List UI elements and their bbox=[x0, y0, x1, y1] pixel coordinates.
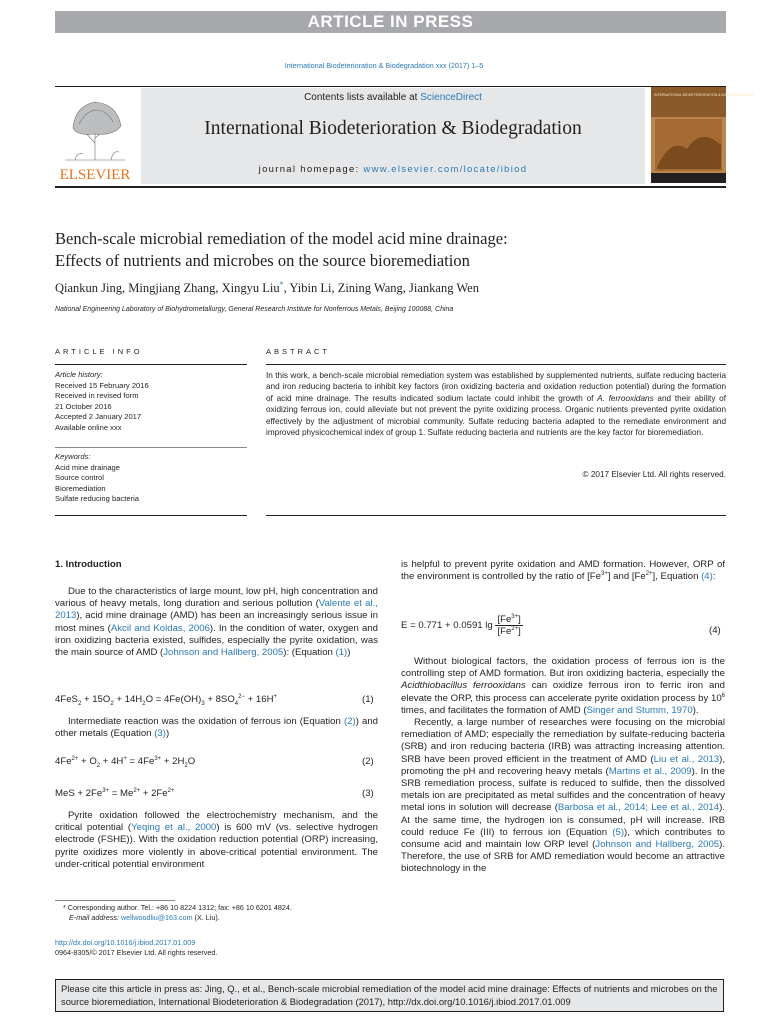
equation-2: $4Fe^{2+} + O_2 + 4H^+ = 4Fe^{3+} + 2H_2O$ bbox=[55, 755, 196, 769]
citation-link[interactable]: Yeqing et al., 2000 bbox=[131, 822, 217, 834]
keywords bbox=[55, 452, 139, 505]
homepage-prefix: journal homepage: bbox=[258, 164, 364, 175]
contents-prefix: Contents lists available at bbox=[304, 92, 421, 103]
article-title bbox=[55, 228, 725, 272]
citation-link[interactable]: Johnson and Hallberg, 2005 bbox=[595, 839, 720, 851]
info-divider bbox=[55, 447, 247, 448]
sciencedirect-link[interactable]: ScienceDirect bbox=[420, 92, 482, 103]
journal-cover-image[interactable] bbox=[651, 87, 753, 183]
equation-2-number: (2) bbox=[362, 756, 374, 767]
title-line-2: Effects of nutrients and microbes on the source bioremediation bbox=[55, 251, 470, 270]
equation-link[interactable]: (2) bbox=[343, 716, 356, 727]
text-run: ) and other metals (Equation bbox=[55, 716, 378, 740]
journal-title: International Biodeterioration & Biodegradation bbox=[204, 118, 582, 139]
intro-paragraph-2 bbox=[55, 716, 378, 740]
text-run: ). In the condition of water, oxygen and iron oxidizing bacteria existed, sulfides, especially the pyrite oxidation, was the main source of AMD ( bbox=[55, 622, 378, 659]
abstract-copyright: © 2017 Elsevier Ltd. All rights reserved. bbox=[582, 470, 726, 479]
elsevier-logo[interactable] bbox=[55, 88, 135, 183]
article-history bbox=[55, 370, 149, 434]
equation-link[interactable]: (5) bbox=[612, 826, 625, 838]
footnote bbox=[55, 903, 292, 923]
text-run: ), acid mine drainage (AMD) has been an increasingly serious issue in most mines ( bbox=[55, 610, 378, 634]
keyword-item: Sulfate reducing bacteria bbox=[55, 494, 140, 504]
issn-line: 0964-8305/© 2017 Elsevier Ltd. All rights reserved. bbox=[55, 948, 218, 957]
species-name: Acidthiobacillus ferrooxidans bbox=[401, 680, 526, 692]
equation-1-number: (1) bbox=[362, 694, 374, 705]
text-run: ) bbox=[347, 647, 351, 659]
equation-4 bbox=[401, 614, 523, 637]
header-top-rule bbox=[55, 86, 726, 87]
header-bottom-rule bbox=[55, 186, 726, 188]
text-run: ): (Equation bbox=[283, 647, 336, 659]
text-run: : bbox=[712, 571, 716, 583]
info-rule bbox=[55, 364, 247, 365]
history-line: Received 15 February 2016 bbox=[55, 380, 149, 390]
title-line-1: Bench-scale microbial remediation of the model acid mine drainage: bbox=[55, 229, 508, 248]
equation-link[interactable]: (4) bbox=[701, 571, 713, 583]
exponent: 6 bbox=[721, 692, 725, 699]
citation-link[interactable]: Valente et al., 2013 bbox=[55, 598, 378, 622]
citation-link[interactable]: Barbosa et al., 2014; Lee et al., 2014 bbox=[557, 802, 720, 814]
history-line: Accepted 2 January 2017 bbox=[55, 412, 142, 422]
keywords-label: Keywords: bbox=[55, 452, 91, 461]
introduction-heading: 1. Introduction bbox=[55, 559, 122, 570]
text-run: is helpful to prevent pyrite oxidation and AMD formation. However, ORP of the environment is controlled by the ratio of [Fe bbox=[401, 559, 725, 583]
text-run: ) bbox=[165, 728, 170, 740]
cover-thumbnail-icon bbox=[651, 87, 753, 183]
authors-part-1: Qiankun Jing, Mingjiang Zhang, Xingyu Liu bbox=[55, 281, 280, 295]
text-run: ). In the SRB remediation process, sulfate is reduced to sulfide, then the dissolved metals ion are precipitated as metal sulfides and the concentration of heavy metal ions in solution will decrease ( bbox=[401, 765, 726, 814]
corresponding-author-mark[interactable]: * bbox=[279, 279, 284, 289]
text-run: Without biological factors, the oxidation process of ferrous ion is the controlling step of AMD formation. But iron oxidizing bacteria, especially the bbox=[401, 656, 725, 680]
info-bottom-rule bbox=[55, 515, 247, 516]
text-run: ], Equation bbox=[652, 571, 702, 583]
keyword-item: Source control bbox=[55, 473, 104, 483]
text-run: Pyrite oxidation followed the electrochemistry mechanism, and the critical potential ( bbox=[55, 810, 378, 834]
text-run: ). bbox=[692, 704, 699, 716]
text-run: times, and facilitates the formation of AMD ( bbox=[401, 704, 587, 716]
text-run: ) is 600 mV (vs. selective hydrogen electrode (FSHE)). With the oxidation reduction potential (ORP) increasing, pyrite oxidizes more violently in above-critical potential environment. The under-critical potential environment bbox=[55, 822, 378, 870]
abstract-part-2: and their ability of oxidizing ferrous ion, could alleviate but not prevent the pyrite oxidizing process. Organic nutrients prevented pyrite oxidation effectively by the adjustment of microbial community. Sulfate reducing bacteria adapted to the remediate environment and improved physicochemical index of group 1. Sulfate reducing bacteria and nutrients are the key factor for bioremediation. bbox=[266, 393, 726, 438]
abstract-bottom-rule bbox=[266, 515, 726, 516]
doi-block bbox=[55, 938, 217, 958]
text-run: ), which contributes to consume acid and maintain low ORP level ( bbox=[401, 826, 725, 851]
abstract-part-1: In this work, a bench-scale microbial remediation system was established by supplemented nutrients, sulfate reducing bacteria and iron reducing bacteria to inhibit key factors (iron oxidizing bacteria and oxidation reduction potential) during the formation of acid mine drainage. The results indicated sodium lactate could inhibit the growth of bbox=[266, 371, 726, 403]
abstract-species: A. ferrooxidans bbox=[597, 393, 654, 403]
equation-4-lhs: E = 0.771 + 0.0591 lg bbox=[401, 620, 493, 632]
text-run: ). Therefore, the use of SRB for AMD remediation would become an attractive biotechnology in the bbox=[401, 839, 725, 875]
citation-link[interactable]: Akcil and Koldas, 2006 bbox=[110, 622, 210, 634]
abstract-text bbox=[266, 370, 726, 438]
author-list bbox=[55, 281, 479, 296]
email-suffix: (X. Liu). bbox=[192, 913, 220, 922]
text-run: Recently, a large number of researches were focusing on the microbial remediation of AMD; especially the remediation by sulfate-reducing bacteria (SRB) and iron reducing bacteria (IRB) was attracting increasing attention. SRB have been proved efficient in the treatment of AMD ( bbox=[401, 717, 725, 765]
footnote-rule bbox=[55, 900, 175, 901]
equation-4-number: (4) bbox=[709, 625, 721, 636]
affiliation: National Engineering Laboratory of Biohydrometallurgy, General Research Institute for Nonferrous Metals, Beijing 100088, China bbox=[55, 306, 454, 313]
intro-paragraph-3 bbox=[55, 810, 378, 871]
article-in-press-banner: ARTICLE IN PRESS bbox=[55, 11, 726, 33]
text-run: ] and [Fe bbox=[607, 571, 646, 583]
history-label: Article history: bbox=[55, 370, 103, 379]
contents-available bbox=[141, 92, 645, 103]
equation-link[interactable]: (3) bbox=[154, 728, 166, 740]
citation-link[interactable]: Martins et al., 2009 bbox=[608, 765, 692, 777]
email-line bbox=[63, 913, 292, 923]
elsevier-wordmark: ELSEVIER bbox=[59, 167, 131, 183]
citation-link[interactable]: Singer and Stumm, 1970 bbox=[586, 704, 693, 716]
keyword-item: Bioremediation bbox=[55, 483, 106, 493]
intro-paragraph-1 bbox=[55, 586, 378, 659]
text-run: can oxidize ferrous iron to ferric iron and elevate the ORP, this process can accelerate pyrite oxidation process by 10 bbox=[401, 680, 725, 704]
homepage-link[interactable]: www.elsevier.com/locate/ibiod bbox=[363, 164, 528, 175]
history-line: Available online xxx bbox=[55, 422, 122, 432]
equation-3: MeS + $2Fe^{3+} = Me^{2+} + 2Fe^{2+}$ bbox=[55, 787, 175, 799]
elsevier-tree-icon bbox=[55, 88, 135, 183]
doi-link[interactable]: http://dx.doi.org/10.1016/j.ibiod.2017.01.009 bbox=[55, 938, 196, 947]
keyword-item: Acid mine drainage bbox=[55, 462, 121, 472]
equation-3-number: (3) bbox=[362, 788, 374, 799]
email-label: E-mail address: bbox=[69, 913, 121, 922]
fe-ratio-fraction: $\frac{[Fe^{3+}]}{[Fe^{2+}]}$ bbox=[497, 613, 521, 637]
article-info-heading: ARTICLE INFO bbox=[55, 347, 143, 356]
text-run: Intermediate reaction was the oxidation of ferrous ion (Equation bbox=[68, 716, 344, 727]
journal-reference[interactable]: International Biodeterioration & Biodegradation xxx (2017) 1–5 bbox=[284, 61, 484, 70]
abstract-heading: ABSTRACT bbox=[266, 347, 331, 356]
email-link[interactable]: wellwoodliu@163.com bbox=[120, 913, 193, 922]
journal-homepage bbox=[141, 164, 645, 175]
text-run: ), promoting the pH and recovering heavy metals ( bbox=[401, 753, 725, 777]
text-run: Due to the characteristics of large mount, low pH, high concentration and various of heavy metals, long duration and serious pollution ( bbox=[55, 586, 378, 610]
citation-link[interactable]: Liu et al., 2013 bbox=[653, 753, 720, 765]
history-line: 21 October 2016 bbox=[55, 401, 112, 411]
equation-link[interactable]: (1) bbox=[335, 647, 348, 659]
citation-box: Please cite this article in press as: Jing, Q., et al., Bench-scale microbial remediation of the model acid mine drainage: Effects of nutrients and microbes on the source bioremediation, International Biodeterioration & Biodegradation (2017), http://dx.doi.org/10.1016/j.ibiod.2017.01.009 bbox=[55, 979, 724, 1012]
right-paragraph-2 bbox=[401, 656, 725, 876]
citation-link[interactable]: Johnson and Hallberg, 2005 bbox=[163, 647, 284, 659]
svg-text:INTERNATIONAL BIODETERIORATION: INTERNATIONAL BIODETERIORATION & BIODEGRADATION bbox=[654, 93, 753, 97]
history-line: Received in revised form bbox=[55, 391, 139, 401]
equation-1: $4FeS_2 + 15O_2 + 14H_2O = 4Fe(OH)_3 + 8SO_4^{2-} + 16H^+$ bbox=[55, 693, 278, 707]
corresponding-author-note: * Corresponding author. Tel.: +86 10 8224 1312; fax: +86 10 6201 4824. bbox=[63, 903, 292, 912]
abstract-rule bbox=[266, 364, 726, 365]
authors-part-2: , Yibin Li, Zining Wang, Jiankang Wen bbox=[283, 281, 479, 295]
text-run: ). At the same time, the hydrogen ion is consumed, pH will increase. IRB could reduce Fe (III) to ferrous ion (Equation bbox=[401, 802, 725, 838]
right-paragraph-1: is helpful to prevent pyrite oxidation and AMD formation. However, ORP of the environment is controlled by the ratio of $[Fe^{3+}]$ and $[Fe^{2+}]$, Equation (4): bbox=[401, 559, 725, 583]
